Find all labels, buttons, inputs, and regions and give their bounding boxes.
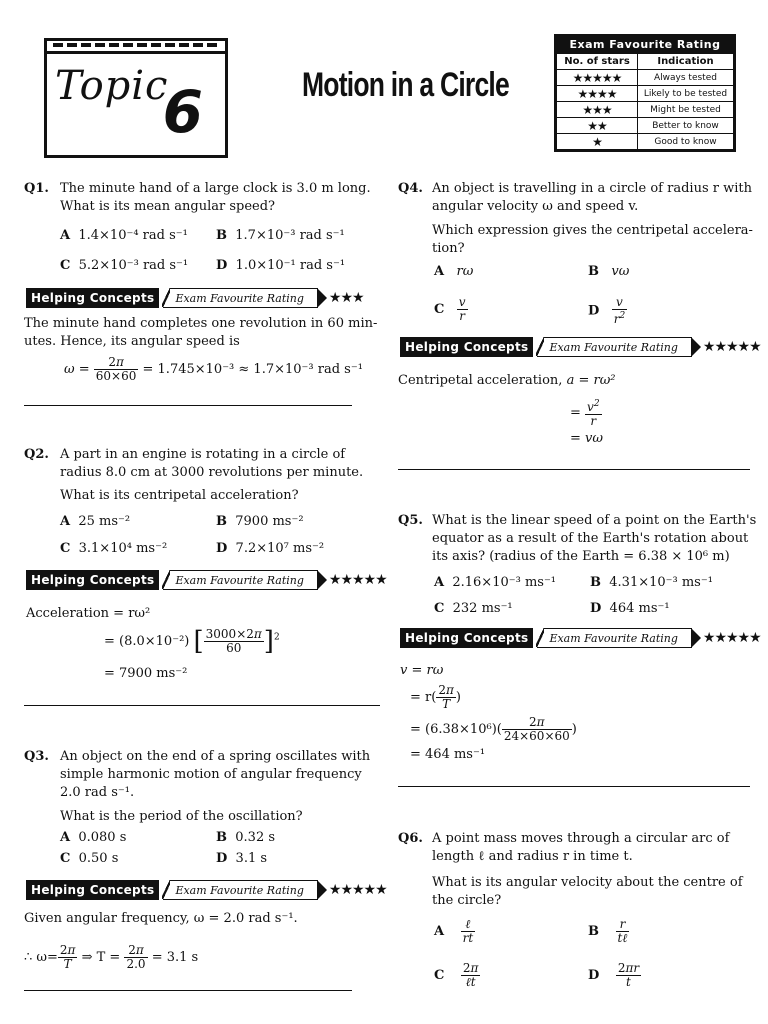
q4-text: An object is travelling in a circle of radius r with angular velocity ω and speed v. xyxy=(432,181,752,214)
q1-number: Q1. xyxy=(24,181,49,196)
q1-solution-text: The minute hand completes one revolution in 60 min-utes. Hence, its angular speed is xyxy=(24,316,378,349)
q4-option-b-text: vω xyxy=(611,264,630,279)
q5-number: Q5. xyxy=(398,513,423,528)
q4-solution-formula: a = rω² xyxy=(566,373,616,388)
rating-text: Good to know xyxy=(638,134,734,150)
q4-option-a: A rω xyxy=(434,264,474,279)
q1-solution-result: = 1.745×10⁻³ ≈ 1.7×10⁻³ rad s⁻¹ xyxy=(142,362,363,377)
rating-text: Better to know xyxy=(638,118,734,134)
divider xyxy=(24,705,380,706)
q6-option-c: C $\frac{2\pi}{\text{ℓt}}$ xyxy=(434,961,479,989)
helping-concepts-label: Helping Concepts xyxy=(26,570,159,590)
q2-question: What is its centripetal acceleration? xyxy=(60,488,299,503)
q5-solution-line3: = (6.38×10⁶)( $\frac{2\pi}{24\times 60\times 60}$ ) xyxy=(410,715,577,743)
helping-concepts-label: Helping Concepts xyxy=(400,337,533,357)
q3-option-a: A 0.080 s xyxy=(60,830,127,845)
q3-solution-line1: Given angular frequency, ω = 2.0 rad s⁻¹. xyxy=(24,911,298,926)
q4-solution-line2: = $\frac{v^2}{r}$ xyxy=(570,399,600,428)
q3-number: Q3. xyxy=(24,749,49,764)
rating-stars: ★★★ xyxy=(557,102,638,118)
q2-block xyxy=(24,446,384,505)
arrow-icon xyxy=(691,337,701,357)
q1-helping-concepts-bar xyxy=(26,288,364,308)
q5-text: What is the linear speed of a point on the Earth's equator as a result of the Earth's rotation about its axis? (radius of the Earth = 6.38 × 10⁶ m) xyxy=(432,513,757,564)
q5-option-b-text: 4.31×10⁻³ ms⁻¹ xyxy=(609,575,713,590)
q3-block xyxy=(24,748,384,826)
q3-question: What is the period of the oscillation? xyxy=(60,809,303,824)
rating-text: Might be tested xyxy=(638,102,734,118)
topic-word: Topic xyxy=(55,63,169,109)
rating-stars: ★★ xyxy=(557,118,638,134)
q2-solution-line1: Acceleration = rω² xyxy=(26,606,151,621)
topic-box-bar xyxy=(47,41,225,54)
arrow-icon xyxy=(691,628,701,648)
q2-option-a-text: 25 ms⁻² xyxy=(78,514,131,529)
helping-concepts-label: Helping Concepts xyxy=(26,880,159,900)
q4-solution-line1 xyxy=(398,372,616,390)
helping-concepts-label: Helping Concepts xyxy=(26,288,159,308)
q2-option-c-text: 3.1×10⁴ ms⁻² xyxy=(78,541,168,556)
rating-col-stars: No. of stars xyxy=(557,54,638,70)
q1-option-a-text: 1.4×10⁻⁴ rad s⁻¹ xyxy=(78,228,188,243)
divider xyxy=(398,469,750,470)
q3-solution-line2: ∴ ω= $\frac{2\pi}{T}$ ⇒ T = $\frac{2\pi}{2.0}$ = 3.1 s xyxy=(24,943,199,971)
exam-favourite-rating-tag: Exam Favourite Rating xyxy=(537,337,691,357)
q5-solution-sub: = (6.38×10⁶)( xyxy=(410,722,502,737)
q4-option-a-text: rω xyxy=(456,264,474,279)
q4-option-c: C $\frac{v}{r}$ xyxy=(434,295,466,323)
q3-solution-result: = 3.1 s xyxy=(151,950,199,965)
q6-block xyxy=(398,830,760,910)
q1-text: The minute hand of a large clock is 3.0 m long. What is its mean angular speed? xyxy=(60,181,371,214)
rating-text: Likely to be tested xyxy=(638,86,734,102)
q6-option-d: D $\frac{2\pi r}{t}$ xyxy=(588,961,640,989)
topic-number: 6 xyxy=(162,78,203,146)
helping-concepts-label: Helping Concepts xyxy=(400,628,533,648)
q6-option-a: A $\frac{\text{ℓ}}{rt}$ xyxy=(434,917,474,945)
q5-solution-line4: = 464 ms⁻¹ xyxy=(410,747,486,762)
rating-text: Always tested xyxy=(638,70,734,86)
q3-option-c: C 0.50 s xyxy=(60,851,119,866)
q5-solution-line1: v = rω xyxy=(400,663,444,678)
q1-option-b-text: 1.7×10⁻³ rad s⁻¹ xyxy=(235,228,345,243)
q5-block xyxy=(398,512,760,566)
q1-option-c: C 5.2×10⁻³ rad s⁻¹ xyxy=(60,258,189,273)
q5-option-d: D 464 ms⁻¹ xyxy=(590,601,670,616)
q2-option-c: C 3.1×10⁴ ms⁻² xyxy=(60,541,168,556)
q3-option-d-text: 3.1 s xyxy=(235,851,268,866)
rating-stars: ★★★★ xyxy=(557,86,638,102)
q1-option-c-text: 5.2×10⁻³ rad s⁻¹ xyxy=(78,258,189,273)
q5-option-b: B 4.31×10⁻³ ms⁻¹ xyxy=(590,575,713,590)
q4-option-b: B vω xyxy=(588,264,630,279)
q2-option-b: B 7900 ms⁻² xyxy=(216,514,304,529)
q1-solution-equation: ω = $\frac{2\pi}{60\times 60}$ = 1.745×10⁻³ ≈ 1.7×10⁻³ rad s⁻¹ xyxy=(64,355,363,383)
exam-favourite-rating-tag: Exam Favourite Rating xyxy=(163,880,317,900)
q3-rating-stars: ★★★★★ xyxy=(328,882,387,898)
q4-number: Q4. xyxy=(398,181,423,196)
q2-solution-line3: = 7900 ms⁻² xyxy=(104,666,188,681)
divider xyxy=(24,405,352,406)
q1-block xyxy=(24,180,384,216)
q5-solution-line2: = r( $\frac{2\pi}{T}$ ) xyxy=(410,683,461,711)
rating-legend-table xyxy=(554,34,736,152)
divider xyxy=(398,786,750,787)
rating-col-indication: Indication xyxy=(638,54,734,70)
q5-option-a: A 2.16×10⁻³ ms⁻¹ xyxy=(434,575,557,590)
q4-solution-line3: = vω xyxy=(570,431,603,446)
q1-option-a: A 1.4×10⁻⁴ rad s⁻¹ xyxy=(60,228,188,243)
exam-favourite-rating-tag: Exam Favourite Rating xyxy=(537,628,691,648)
q2-option-d-text: 7.2×10⁷ ms⁻² xyxy=(235,541,325,556)
rating-legend-caption: Exam Favourite Rating xyxy=(556,36,734,53)
q2-rating-stars: ★★★★★ xyxy=(328,572,387,588)
q6-number: Q6. xyxy=(398,831,423,846)
rating-stars: ★ xyxy=(557,134,638,150)
exam-favourite-rating-tag: Exam Favourite Rating xyxy=(163,288,317,308)
q1-option-d-text: 1.0×10⁻¹ rad s⁻¹ xyxy=(235,258,346,273)
q2-option-d: D 7.2×10⁷ ms⁻² xyxy=(216,541,325,556)
rating-stars: ★★★★★ xyxy=(557,70,638,86)
q4-rating-stars: ★★★★★ xyxy=(702,339,761,355)
q3-option-b: B 0.32 s xyxy=(216,830,276,845)
divider xyxy=(24,990,352,991)
q1-rating-stars: ★★★ xyxy=(328,290,364,306)
q2-helping-concepts-bar xyxy=(26,570,387,590)
q5-option-c: C 232 ms⁻¹ xyxy=(434,601,513,616)
arrow-icon xyxy=(317,288,327,308)
q1-option-d: D 1.0×10⁻¹ rad s⁻¹ xyxy=(216,258,346,273)
q2-option-b-text: 7900 ms⁻² xyxy=(235,514,304,529)
q3-option-b-text: 0.32 s xyxy=(235,830,276,845)
q3-text: An object on the end of a spring oscillates with simple harmonic motion of angular frequency 2.0 rad s⁻¹. xyxy=(60,749,371,800)
q5-option-c-text: 232 ms⁻¹ xyxy=(452,601,513,616)
q2-text: A part in an engine is rotating in a circle of radius 8.0 cm at 3000 revolutions per minute. xyxy=(60,447,364,480)
q3-option-d: D 3.1 s xyxy=(216,851,268,866)
q5-option-a-text: 2.16×10⁻³ ms⁻¹ xyxy=(452,575,557,590)
q5-helping-concepts-bar xyxy=(400,628,761,648)
exam-favourite-rating-tag: Exam Favourite Rating xyxy=(163,570,317,590)
q4-option-d: D $\frac{v}{r^2}$ xyxy=(588,295,626,326)
q2-number: Q2. xyxy=(24,447,49,462)
q3-option-a-text: 0.080 s xyxy=(78,830,127,845)
q3-solution-implies: ⇒ T = xyxy=(81,950,121,965)
q4-block xyxy=(398,180,760,258)
q4-helping-concepts-bar xyxy=(400,337,761,357)
arrow-icon xyxy=(317,880,327,900)
q5-option-d-text: 464 ms⁻¹ xyxy=(609,601,670,616)
q4-question: Which expression gives the centripetal accelera-tion? xyxy=(432,223,753,256)
q1-option-b: B 1.7×10⁻³ rad s⁻¹ xyxy=(216,228,345,243)
q6-text: A point mass moves through a circular arc of length ℓ and radius r in time t. xyxy=(432,831,730,864)
q5-solution-r: = r( xyxy=(410,690,437,705)
q3-option-c-text: 0.50 s xyxy=(78,851,119,866)
q2-solution-line2: = (8.0×10⁻²) [ $\frac{3000\times 2\pi}{60}$ ]$^2$ xyxy=(104,626,280,657)
topic-box xyxy=(44,38,228,158)
q5-rating-stars: ★★★★★ xyxy=(702,630,761,646)
q2-solution-factor: = (8.0×10⁻²) xyxy=(104,634,190,649)
q6-question: What is its angular velocity about the centre of the circle? xyxy=(432,875,743,908)
q3-solution-omega: ∴ ω= xyxy=(24,950,58,965)
q4-solution-label: Centripetal acceleration, xyxy=(398,373,563,388)
q6-option-b: B $\frac{r}{\text{tℓ}}$ xyxy=(588,917,628,945)
q2-option-a: A 25 ms⁻² xyxy=(60,514,131,529)
q3-helping-concepts-bar xyxy=(26,880,387,900)
page-title: Motion in a Circle xyxy=(302,66,509,104)
arrow-icon xyxy=(317,570,327,590)
